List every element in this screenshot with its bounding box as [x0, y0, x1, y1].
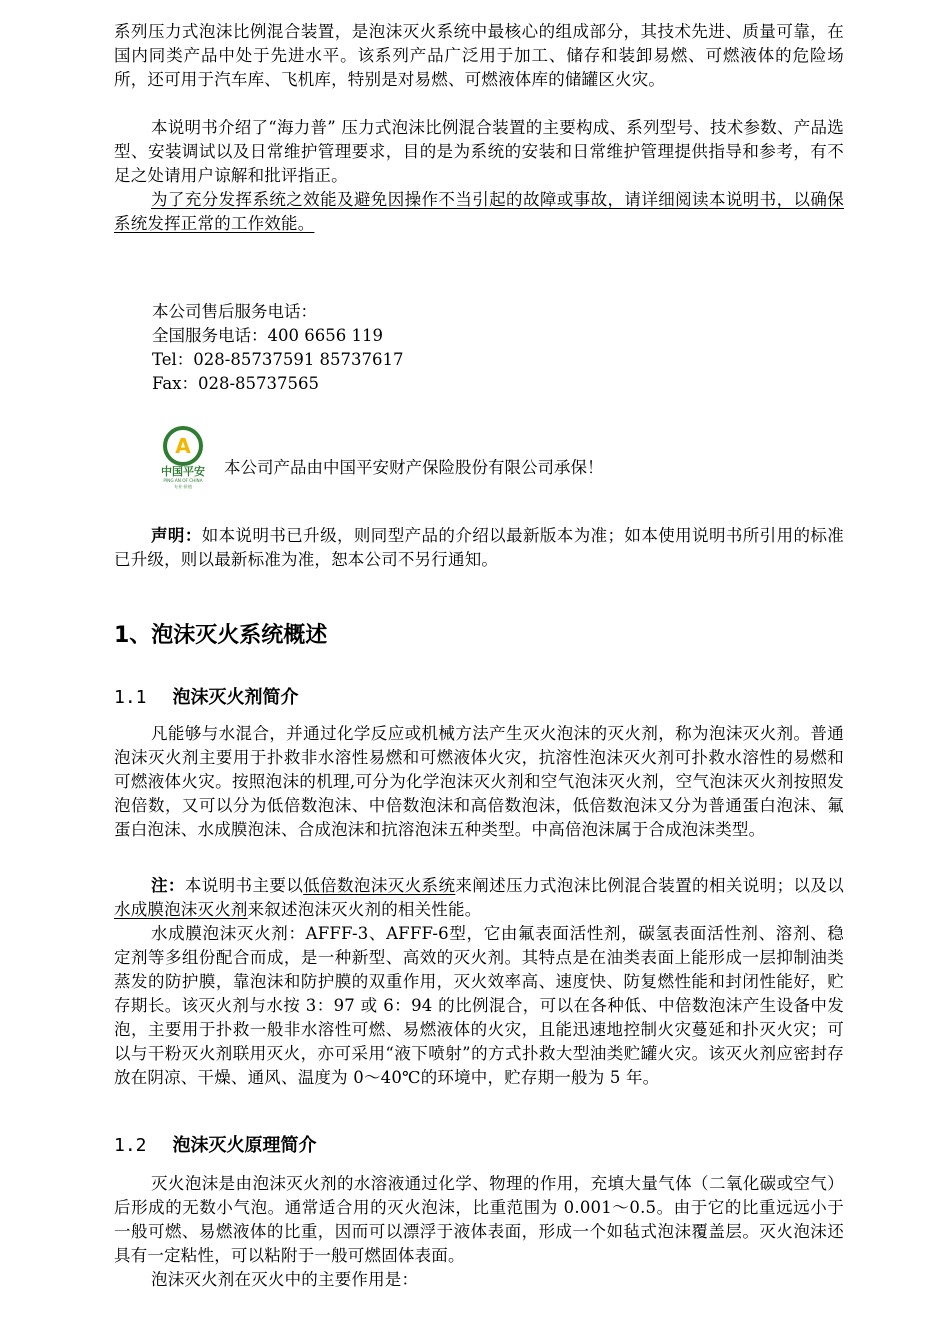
note-label: 注： — [151, 876, 185, 895]
disclaimer-paragraph — [114, 524, 844, 572]
subsection-number: 1.1 — [114, 687, 147, 708]
afff-agent-link: 水成膜泡沫灭火剂 — [114, 900, 248, 919]
subsection-title: 泡沫灭火剂简介 — [172, 687, 299, 708]
ping-an-logo — [150, 424, 216, 490]
note-text-b: 来阐述压力式泡沫比例混合装置的相关说明；以及以 — [455, 876, 845, 895]
insurance-statement: 本公司产品由中国平安财产保险股份有限公司承保！ — [224, 458, 604, 477]
subsection-1-2-heading — [114, 1132, 317, 1160]
contact-title: 本公司售后服务电话： — [152, 302, 317, 321]
contact-tel: Tel：028-85737591 85737617 — [152, 350, 404, 369]
low-expansion-foam-link: 低倍数泡沫灭火系统 — [303, 876, 456, 895]
ping-an-logo-cn: 中国平安 — [161, 465, 205, 478]
disclaimer-text: 如本说明书已升级，则同型产品的介绍以最新版本为准；如本使用说明书所引用的标准已升级，则以最新标准为准，恕本公司不另行通知。 — [114, 526, 844, 569]
subsection-number: 1.2 — [114, 1135, 147, 1156]
subsection-title: 泡沫灭火原理简介 — [172, 1135, 317, 1156]
foam-agent-intro-paragraph: 凡能够与水混合，并通过化学反应或机械方法产生灭火泡沫的灭火剂，称为泡沫灭火剂。普通泡沫灭火剂主要用于扑救非水溶性易燃和可燃液体火灾，抗溶性泡沫灭火剂可扑救水溶性的易燃和可燃液体火灾。按照泡沫的机理,可分为化学泡沫灭火剂和空气泡沫灭火剂，空气泡沫灭火剂按照发泡倍数，又可以分为低倍数泡沫、中倍数泡沫和高倍数泡沫，低倍数泡沫又分为普通蛋白泡沫、氟蛋白泡沫、水成膜泡沫、合成泡沫和抗溶泡沫五种类型。中高倍泡沫属于合成泡沫类型。 — [114, 724, 844, 839]
note-paragraph — [114, 874, 844, 922]
foam-function-intro: 泡沫灭火剂在灭火中的主要作用是： — [151, 1270, 419, 1289]
contact-fax: Fax：028-85737565 — [152, 374, 320, 393]
disclaimer-label: 声明： — [151, 526, 202, 545]
section-title: 1、泡沫灭火系统概述 — [114, 623, 328, 648]
intro-paragraph-2: 本说明书介绍了“海力普” 压力式泡沫比例混合装置的主要构成、系列型号、技术参数、产品选型、安装调试以及日常维护管理要求，目的是为系统的安装和日常维护管理提供指导和参考，有不足之处请用户谅解和批评指正。 — [114, 118, 844, 185]
ping-an-logo-mark: A — [175, 434, 191, 458]
afff-paragraph: 水成膜泡沫灭火剂：AFFF-3、AFFF-6型，它由氟表面活性剂，碳氢表面活性剂、溶剂、稳定剂等多组份配合而成，是一种新型、高效的灭火剂。其特点是在油类表面上能形成一层抑制油类蒸发的防护膜，靠泡沫和防护膜的双重作用，灭火效率高、速度快、防复燃性能和封闭性能好，贮存期长。该灭火剂与水按 3：97 或 6：94 的比例混合，可以在各种低、中倍数泡沫产生设备中发泡，主要用于扑救一般非水溶性可燃、易燃液体的火灾，且能迅速地控制火灾蔓延和扑灭火灾；可以与干粉灭火剂联用灭火，亦可采用“液下喷射”的方式扑救大型油类贮罐火灾。该灭火剂应密封存放在阴凉、干燥、通风、温度为 0～40℃的环境中，贮存期一般为 5 年。 — [114, 924, 844, 1087]
subsection-1-1-heading — [114, 684, 299, 712]
contact-national-phone: 全国服务电话：400 6656 119 — [152, 326, 383, 345]
read-manual-notice: 为了充分发挥系统之效能及避免因操作不当引起的故障或事故，请详细阅读本说明书，以确保系统发挥正常的工作效能。 — [114, 190, 844, 233]
note-text-c: 来叙述泡沫灭火剂的相关性能。 — [247, 900, 482, 919]
intro-paragraph-3 — [114, 188, 844, 236]
note-text-a: 本说明书主要以 — [184, 876, 304, 895]
foam-principle-paragraph: 灭火泡沫是由泡沫灭火剂的水溶液通过化学、物理的作用，充填大量气体（二氧化碳或空气）后形成的无数小气泡。通常适合用的灭火泡沫，比重范围为 0.001～0.5。由于它的比重远远小于一般可燃、易燃液体的比重，因而可以漂浮于液体表面，形成一个如毡式泡沫覆盖层。灭火泡沫还具有一定粘性，可以粘附于一般可燃固体表面。 — [114, 1174, 844, 1265]
ping-an-logo-tagline: 专业·价值 — [173, 484, 193, 489]
ping-an-logo-en: PING AN OF CHINA — [163, 478, 203, 483]
intro-paragraph-1: 系列压力式泡沫比例混合装置，是泡沫灭火系统中最核心的组成部分，其技术先进、质量可靠，在国内同类产品中处于先进水平。该系列产品广泛用于加工、储存和装卸易燃、可燃液体的危险场所，还可用于汽车库、飞机库，特别是对易燃、可燃液体库的储罐区火灾。 — [114, 22, 844, 89]
